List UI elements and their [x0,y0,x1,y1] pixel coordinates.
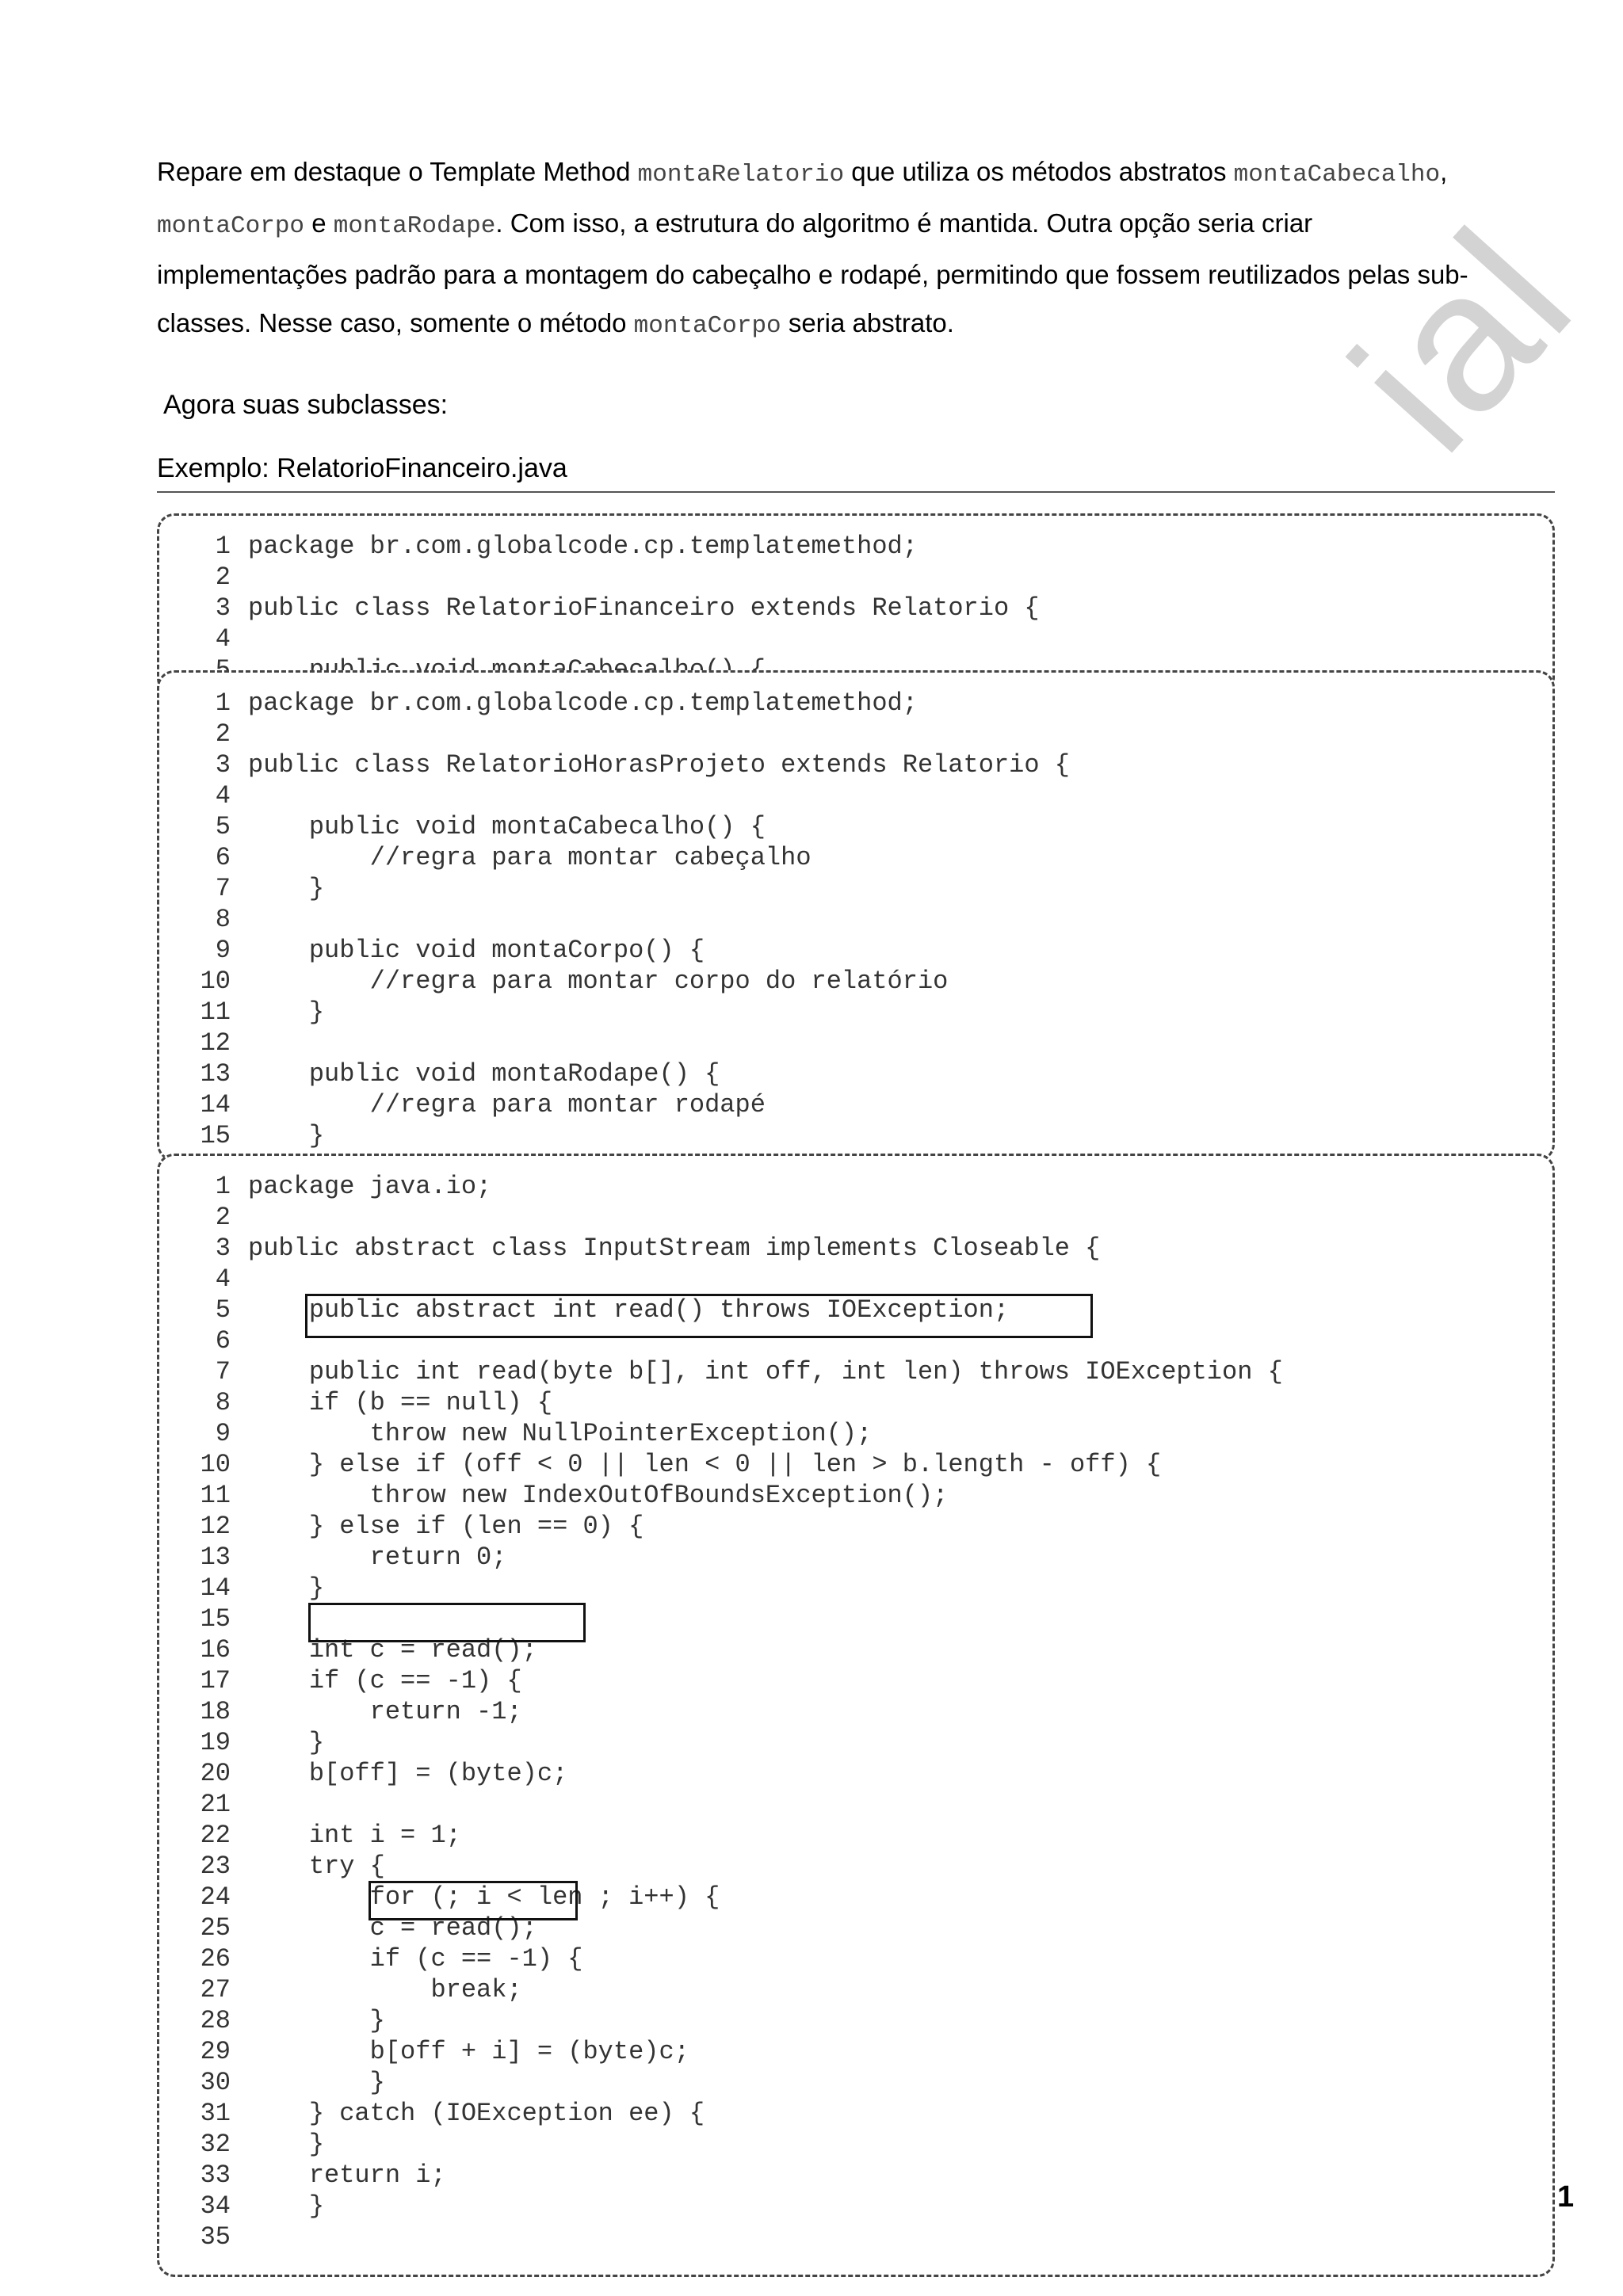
line-number: 22 [200,1821,231,1850]
line-number: 9 [215,1419,231,1448]
line-number: 2 [215,1203,231,1232]
code-box-relatorio-horas-projeto [157,670,1555,1161]
code-text: for (; i < len ; i++) { [248,1882,720,1912]
code-text: } [248,2068,385,2097]
code-text: return -1; [248,1697,522,1726]
paragraph-line-1: Repare em destaque o Template Method montaRelatorio que utiliza os métodos abstratos montaCabecalho, [157,157,1448,189]
line-number: 26 [200,1944,231,1974]
line-number: 14 [200,1090,231,1119]
code-text: //regra para montar corpo do relatório [248,967,949,996]
line-number: 34 [200,2191,231,2221]
code-text: break; [248,1975,522,2004]
code-text: if (c == -1) { [248,1666,522,1695]
code-text: package br.com.globalcode.cp.templatemethod; [248,688,918,718]
line-number: 11 [200,997,231,1027]
code-text: } [248,1728,325,1757]
code-text: } [248,1121,325,1150]
code-text: } [248,997,325,1027]
line-number: 9 [215,936,231,965]
line-number: 11 [200,1481,231,1510]
line-number: 30 [200,2068,231,2097]
code-inline: montaCorpo [157,212,305,240]
line-number: 21 [200,1790,231,1819]
code-inline: montaRelatorio [637,161,845,189]
line-number: 5 [215,812,231,841]
line-number: 1 [215,688,231,718]
code-box-relatorio-financeiro [157,513,1555,696]
code-text: } [248,2191,325,2221]
line-number: 25 [200,1913,231,1943]
line-number: 20 [200,1759,231,1788]
line-number: 7 [215,1357,231,1386]
line-number: 1 [215,532,231,561]
code-text: } [248,874,325,903]
code-text: public abstract class InputStream implements Closeable { [248,1234,1101,1263]
line-number: 31 [200,2099,231,2128]
line-number: 2 [215,563,231,592]
code-text: //regra para montar rodapé [248,1090,766,1119]
line-number: 33 [200,2161,231,2190]
code-text: if (b == null) { [248,1388,553,1417]
line-number: 4 [215,624,231,654]
line-number: 4 [215,1264,231,1294]
paragraph-line-4: classes. Nesse caso, somente o método montaCorpo seria abstrato. [157,308,954,340]
code-text: public void montaRodape() { [248,1059,720,1089]
code-text: } [248,1573,325,1603]
highlight-box [369,1881,578,1920]
line-number: 1 [215,1172,231,1201]
code-text: try { [248,1852,385,1881]
paragraph-line-2: montaCorpo e montaRodape. Com isso, a estrutura do algoritmo é mantida. Outra opção seria criar [157,208,1313,240]
line-number: 5 [215,1295,231,1325]
highlight-box [308,1603,586,1642]
code-text: int c = read(); [248,1635,537,1665]
line-number: 13 [200,1543,231,1572]
code-text: b[off] = (byte)c; [248,1759,568,1788]
line-number: 3 [215,1234,231,1263]
line-number: 15 [200,1121,231,1150]
line-number: 15 [200,1604,231,1634]
code-text: } [248,2130,325,2159]
line-number: 8 [215,1388,231,1417]
line-number: 12 [200,1512,231,1541]
line-number: 14 [200,1573,231,1603]
code-text: //regra para montar cabeçalho [248,843,812,872]
line-number: 24 [200,1882,231,1912]
line-number: 27 [200,1975,231,2004]
code-text: } catch (IOException ee) { [248,2099,705,2128]
code-text: } [248,2006,385,2035]
code-text: public int read(byte b[], int off, int len) throws IOException { [248,1357,1283,1386]
code-text: package java.io; [248,1172,492,1201]
line-number: 13 [200,1059,231,1089]
code-text: int i = 1; [248,1821,461,1850]
watermark: ial [1309,188,1613,491]
code-box-inputstream [157,1154,1555,2277]
code-text: public class RelatorioFinanceiro extends Relatorio { [248,593,1040,623]
line-number: 8 [215,905,231,934]
line-number: 32 [200,2130,231,2159]
code-text: c = read(); [248,1913,537,1943]
line-number: 16 [200,1635,231,1665]
line-number: 18 [200,1697,231,1726]
code-text: if (c == -1) { [248,1944,583,1974]
line-number: 12 [200,1028,231,1058]
code-text: throw new NullPointerException(); [248,1419,873,1448]
line-number: 17 [200,1666,231,1695]
line-number: 2 [215,719,231,749]
line-number: 19 [200,1728,231,1757]
code-text: return 0; [248,1543,507,1572]
line-number: 3 [215,750,231,780]
code-text: } else if (len == 0) { [248,1512,644,1541]
paragraph-line-3: implementações padrão para a montagem do cabeçalho e rodapé, permitindo que fossem reutilizados pelas sub- [157,260,1468,289]
line-number: 28 [200,2006,231,2035]
code-text: public void montaCabecalho() { [248,812,766,841]
code-inline: montaCabecalho [1233,161,1441,189]
code-text: public void montaCorpo() { [248,936,705,965]
line-number: 23 [200,1852,231,1881]
code-text: public abstract int read() throws IOException; [248,1295,1010,1325]
example-title: Exemplo: RelatorioFinanceiro.java [157,453,1555,493]
line-number: 10 [200,967,231,996]
line-number: 35 [200,2222,231,2252]
code-text: public class RelatorioHorasProjeto extends Relatorio { [248,750,1070,780]
page-number: 1 [1557,2180,1575,2214]
line-number: 29 [200,2037,231,2066]
highlight-box [305,1294,1093,1338]
code-text: throw new IndexOutOfBoundsException(); [248,1481,949,1510]
code-text: } else if (off < 0 || len < 0 || len > b.length - off) { [248,1450,1162,1479]
line-number: 4 [215,781,231,810]
line-number: 7 [215,874,231,903]
line-number: 10 [200,1450,231,1479]
code-text: b[off + i] = (byte)c; [248,2037,689,2066]
line-number: 6 [215,843,231,872]
line-number: 3 [215,593,231,623]
code-inline: montaCorpo [633,312,781,340]
code-text: return i; [248,2161,446,2190]
line-number: 6 [215,1326,231,1356]
paragraph [157,147,1555,350]
intro-text: Agora suas subclasses: [163,390,449,420]
code-inline: montaRodape [333,212,496,240]
code-text: package br.com.globalcode.cp.templatemethod; [248,532,918,561]
